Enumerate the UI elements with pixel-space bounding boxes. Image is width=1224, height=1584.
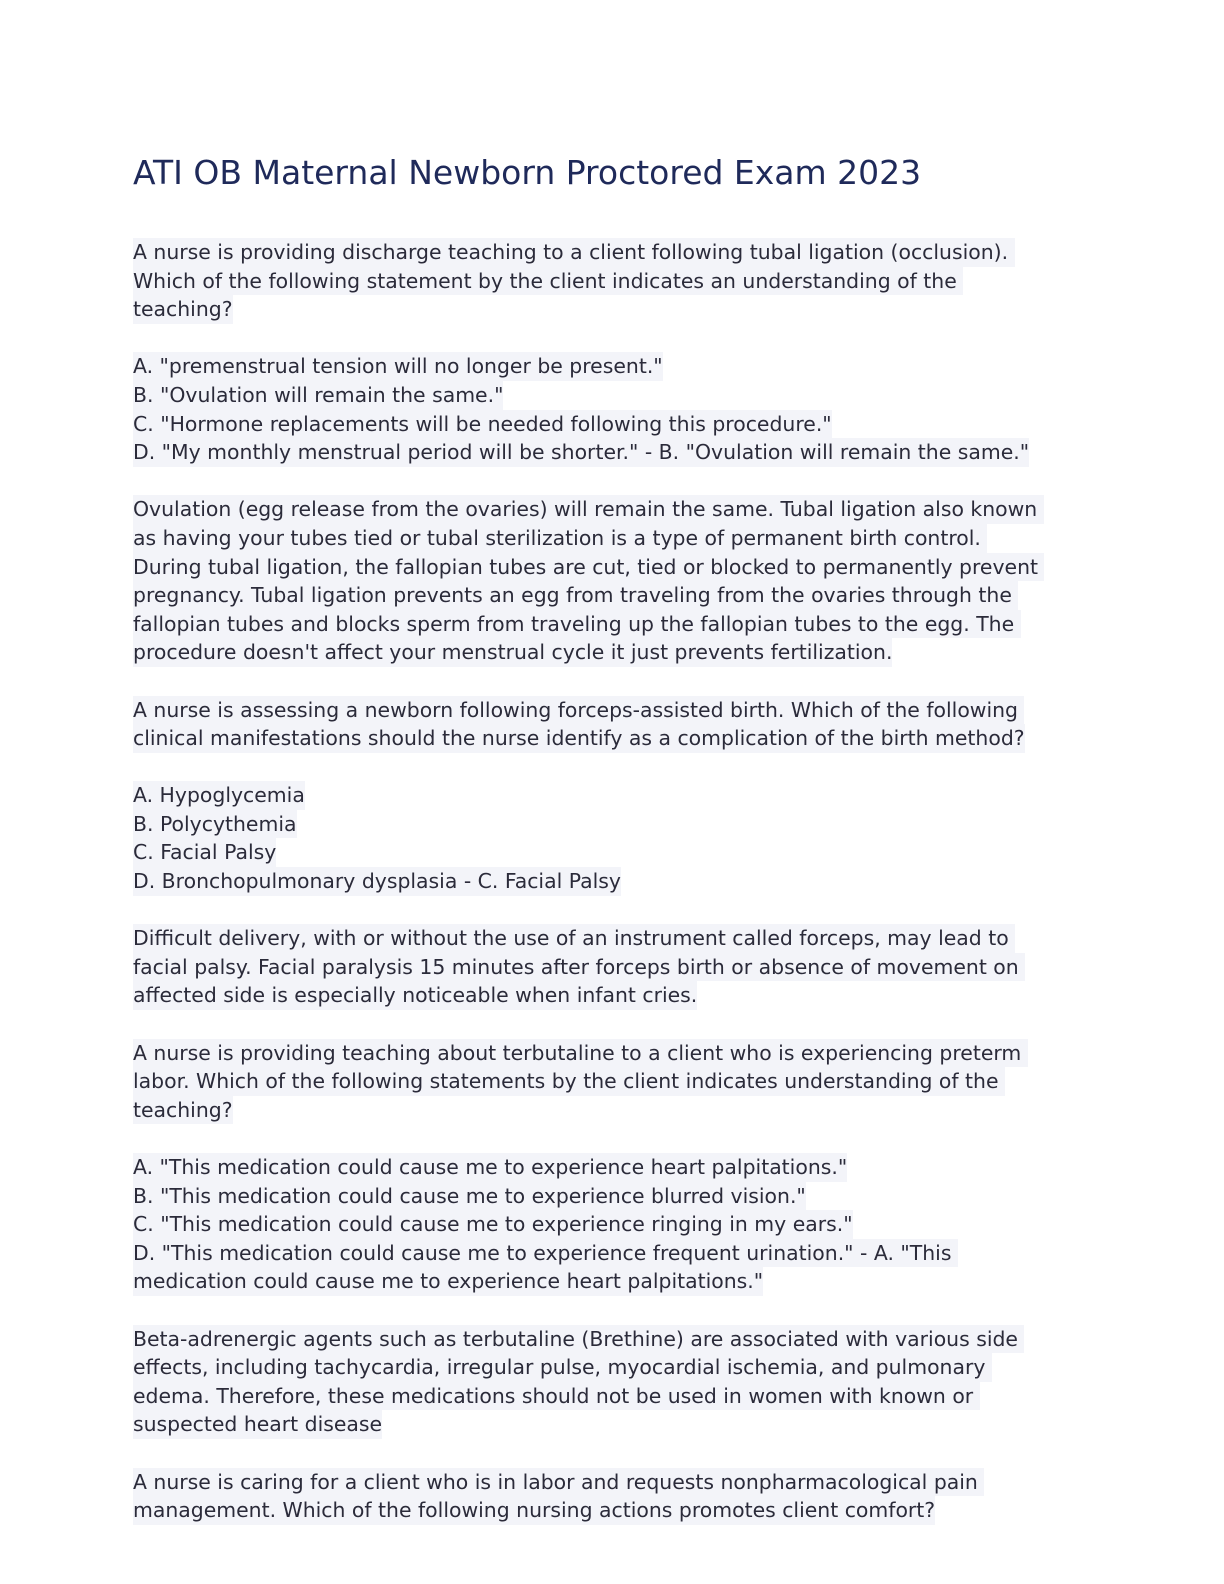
- paragraph-spacer: [133, 467, 1093, 496]
- paragraph: [133, 1325, 1093, 1439]
- text-line: fallopian tubes and blocks sperm from traveling up the fallopian tubes to the egg. The: [133, 610, 1021, 639]
- text-line: A nurse is caring for a client who is in labor and requests nonpharmacological pain: [133, 1468, 984, 1497]
- text-line: Ovulation (egg release from the ovaries) will remain the same. Tubal ligation also known: [133, 495, 1044, 524]
- text-line: D. Bronchopulmonary dysplasia - C. Facial Palsy: [133, 867, 621, 896]
- paragraph: [133, 781, 1093, 895]
- paragraph: [133, 1153, 1093, 1296]
- paragraph-spacer: [133, 1439, 1093, 1468]
- text-line: During tubal ligation, the fallopian tubes are cut, tied or blocked to permanently prevent: [133, 553, 1044, 582]
- paragraph: [133, 495, 1093, 667]
- paragraph: [133, 1468, 1093, 1525]
- text-line: procedure doesn't affect your menstrual cycle it just prevents fertilization.: [133, 638, 892, 667]
- text-line: C. "This medication could cause me to experience ringing in my ears.": [133, 1210, 853, 1239]
- paragraph-spacer: [133, 324, 1093, 353]
- text-line: management. Which of the following nursing actions promotes client comfort?: [133, 1496, 935, 1525]
- text-line: edema. Therefore, these medications should not be used in women with known or: [133, 1382, 980, 1411]
- text-line: A. "This medication could cause me to experience heart palpitations.": [133, 1153, 847, 1182]
- text-line: effects, including tachycardia, irregular pulse, myocardial ischemia, and pulmonary: [133, 1353, 992, 1382]
- text-line: B. Polycythemia: [133, 810, 297, 839]
- paragraph: [133, 1039, 1093, 1125]
- paragraph: [133, 924, 1093, 1010]
- text-line: Beta-adrenergic agents such as terbutaline (Brethine) are associated with various side: [133, 1325, 1024, 1354]
- text-line: medication could cause me to experience heart palpitations.": [133, 1267, 763, 1296]
- paragraph-spacer: [133, 753, 1093, 782]
- text-line: facial palsy. Facial paralysis 15 minutes after forceps birth or absence of movement on: [133, 953, 1025, 982]
- text-line: B. "Ovulation will remain the same.": [133, 381, 503, 410]
- text-line: as having your tubes tied or tubal sterilization is a type of permanent birth control.: [133, 524, 987, 553]
- text-line: teaching?: [133, 295, 233, 324]
- text-line: C. Facial Palsy: [133, 838, 276, 867]
- paragraph: [133, 352, 1093, 466]
- text-line: clinical manifestations should the nurse identify as a complication of the birth method?: [133, 724, 1025, 753]
- paragraph-spacer: [133, 896, 1093, 925]
- text-line: A nurse is assessing a newborn following forceps-assisted birth. Which of the following: [133, 696, 1024, 725]
- text-line: Which of the following statement by the client indicates an understanding of the: [133, 267, 963, 296]
- text-line: labor. Which of the following statements by the client indicates understanding of the: [133, 1067, 1005, 1096]
- text-line: suspected heart disease: [133, 1410, 382, 1439]
- paragraph-spacer: [133, 667, 1093, 696]
- text-line: D. "My monthly menstrual period will be shorter." - B. "Ovulation will remain the same.": [133, 438, 1029, 467]
- text-line: A nurse is providing discharge teaching to a client following tubal ligation (occlusion).: [133, 238, 1015, 267]
- text-line: A. Hypoglycemia: [133, 781, 305, 810]
- paragraph: [133, 696, 1093, 753]
- paragraph-spacer: [133, 1010, 1093, 1039]
- text-line: teaching?: [133, 1096, 233, 1125]
- document-title: ATI OB Maternal Newborn Proctored Exam 2023: [133, 153, 922, 192]
- text-line: B. "This medication could cause me to experience blurred vision.": [133, 1182, 806, 1211]
- text-line: pregnancy. Tubal ligation prevents an egg from traveling from the ovaries through the: [133, 581, 1018, 610]
- document-body: [133, 238, 1093, 1525]
- paragraph-spacer: [133, 1124, 1093, 1153]
- text-line: D. "This medication could cause me to experience frequent urination." - A. "This: [133, 1239, 958, 1268]
- paragraph-spacer: [133, 1296, 1093, 1325]
- text-line: A. "premenstrual tension will no longer be present.": [133, 352, 663, 381]
- text-line: affected side is especially noticeable when infant cries.: [133, 981, 697, 1010]
- text-line: C. "Hormone replacements will be needed following this procedure.": [133, 410, 832, 439]
- text-line: A nurse is providing teaching about terbutaline to a client who is experiencing preterm: [133, 1039, 1028, 1068]
- text-line: Difficult delivery, with or without the use of an instrument called forceps, may lead to: [133, 924, 1015, 953]
- paragraph: [133, 238, 1093, 324]
